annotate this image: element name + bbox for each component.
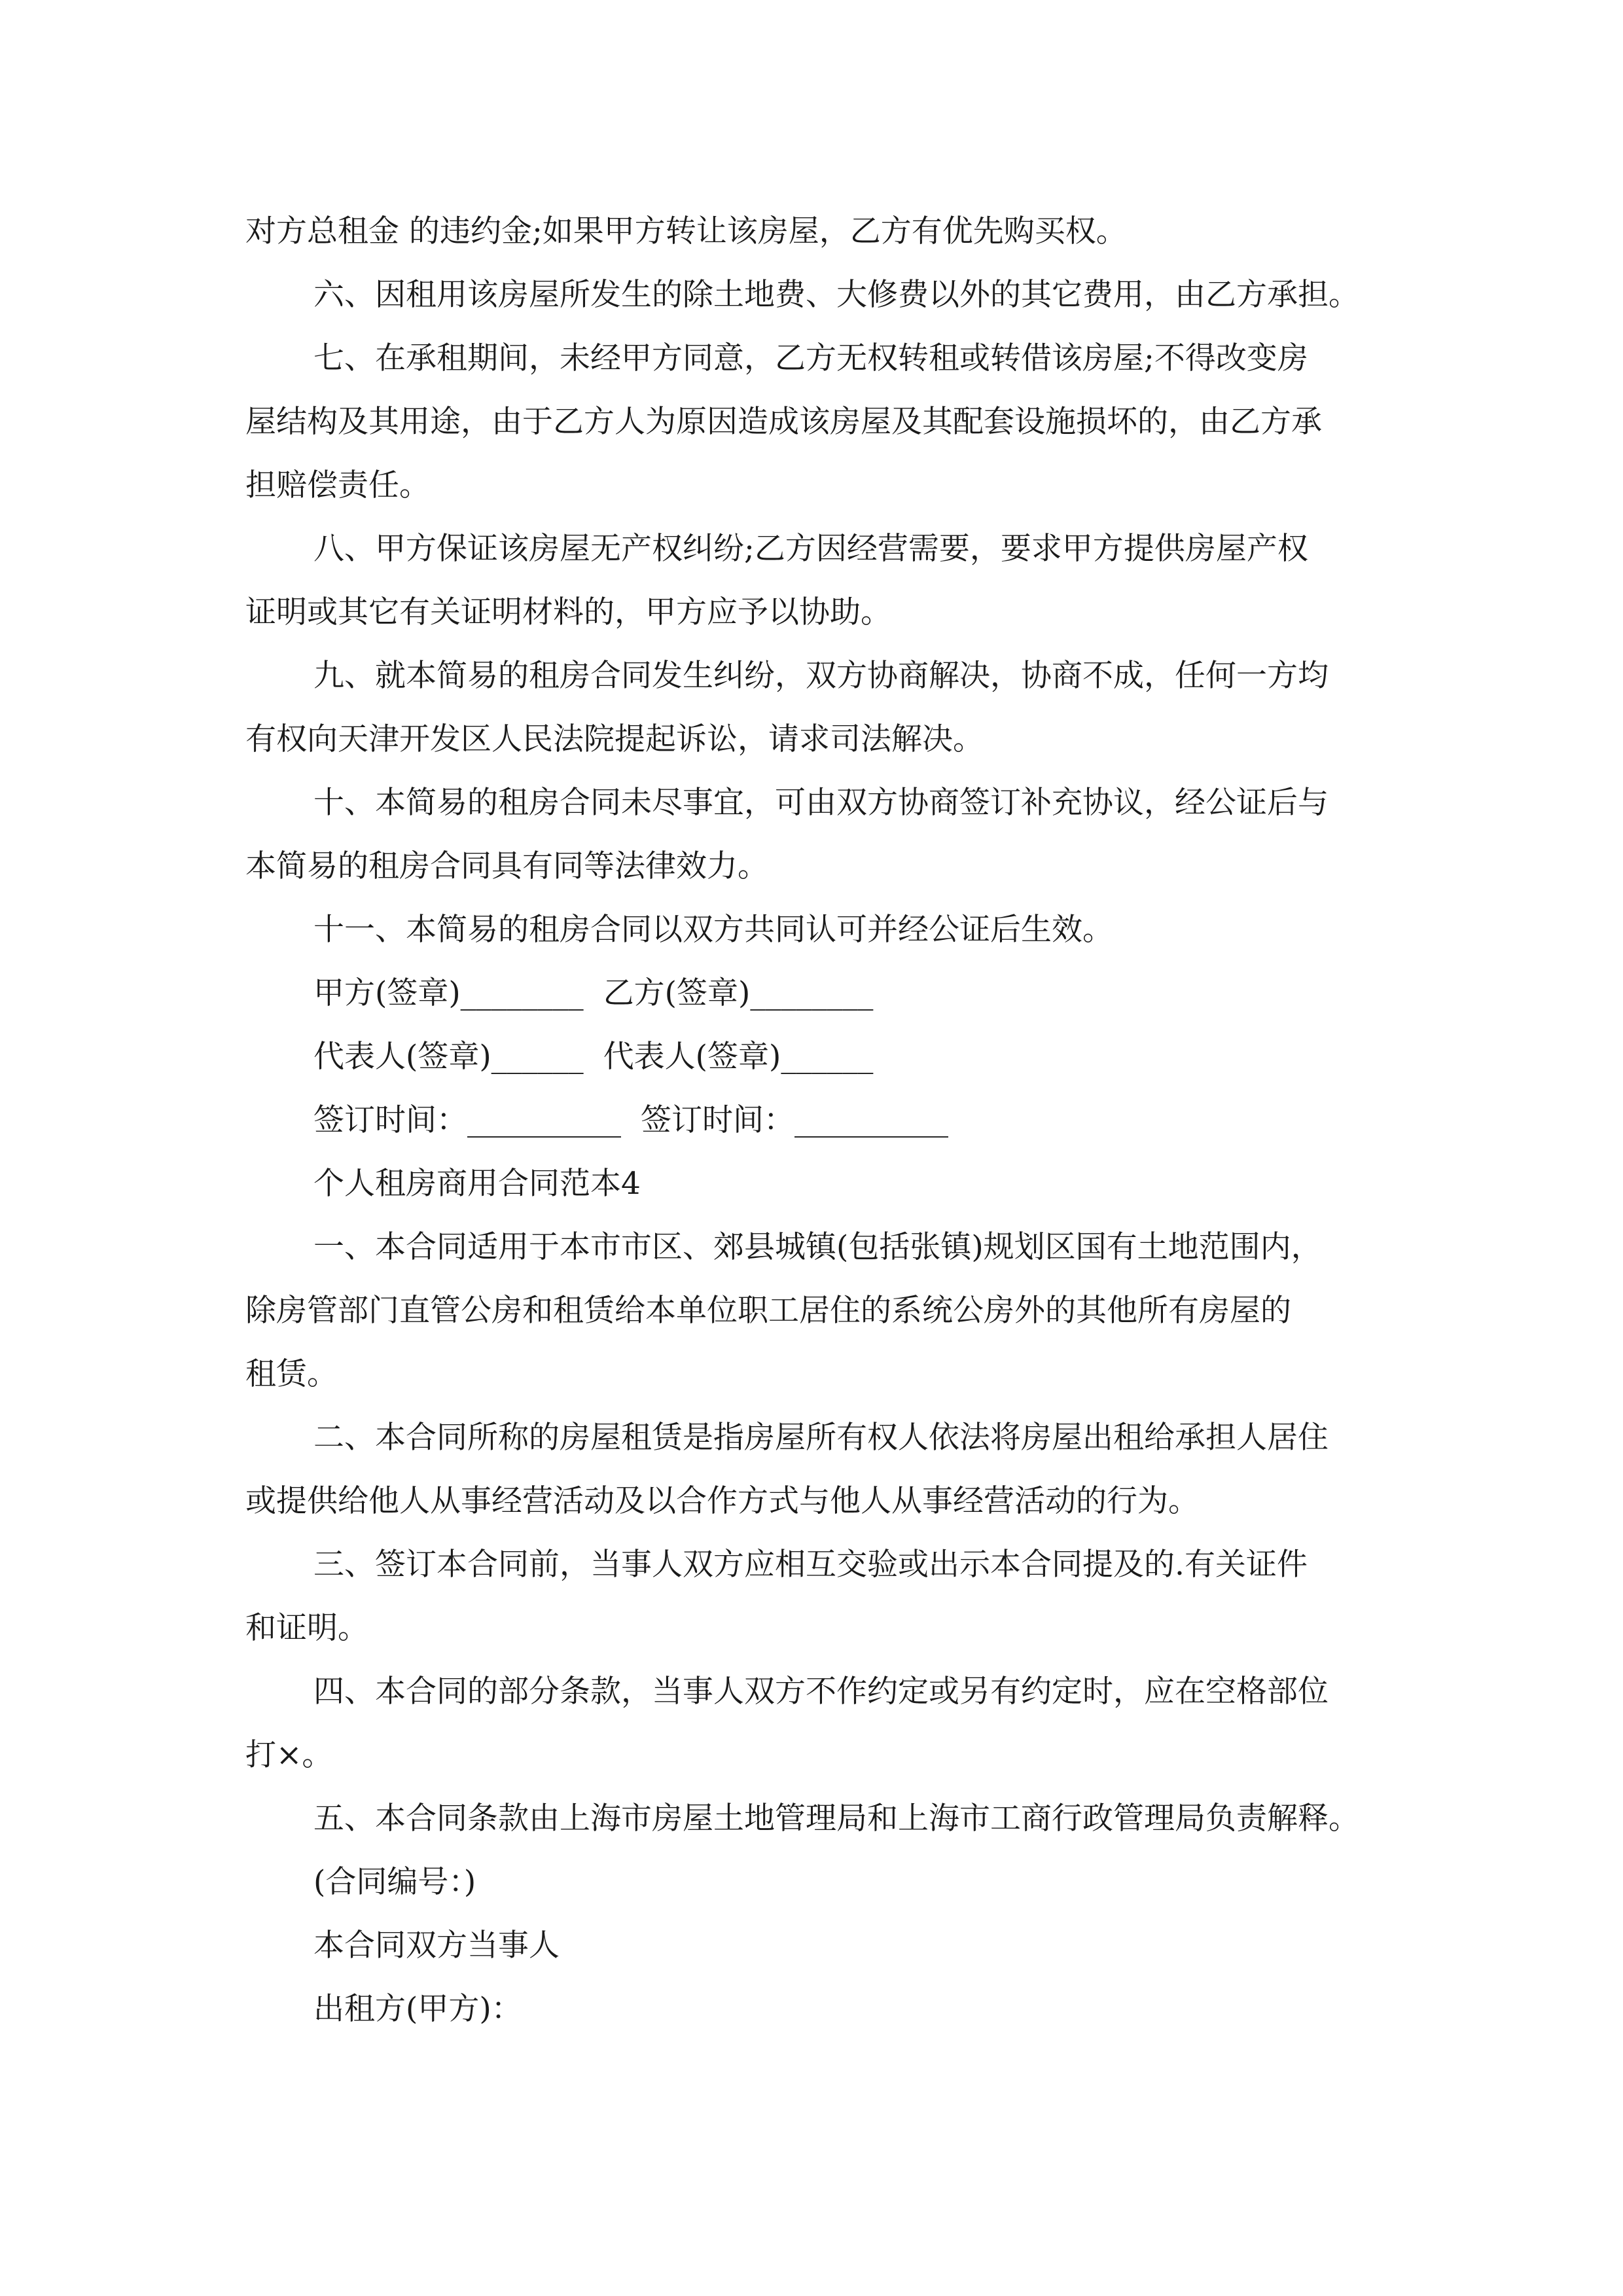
paragraph-line: 打×。 (245, 1737, 333, 1773)
paragraph-line: 三、签订本合同前，当事人双方应相互交验或出示本合同提及的.有关证件 (313, 1547, 1308, 1583)
signature-party-b: 乙方(签章)________ (603, 975, 874, 1011)
lessor-line: 出租方(甲方)： (313, 1991, 522, 2027)
signature-row-date (245, 1088, 1410, 1152)
signature-representative-a: 代表人(签章)______ (313, 1039, 584, 1075)
section-title: 个人租房商用合同范本4 (313, 1166, 641, 1202)
paragraph-line: 本合同双方当事人 (313, 1928, 560, 1964)
paragraph-line: 证明或其它有关证明材料的，甲方应予以协助。 (245, 594, 891, 630)
signature-date-a: 签订时间：__________ (313, 1102, 621, 1138)
document-body (245, 200, 1410, 2041)
paragraph-line: 租赁。 (245, 1356, 338, 1392)
paragraph-line: 有权向天津开发区人民法院提起诉讼，请求司法解决。 (245, 721, 984, 757)
paragraph-line: 屋结构及其用途，由于乙方人为原因造成该房屋及其配套设施损坏的，由乙方承 (245, 404, 1322, 440)
paragraph-line: 五、本合同条款由上海市房屋土地管理局和上海市工商行政管理局负责解释。 (313, 1801, 1359, 1837)
paragraph-line: 和证明。 (245, 1610, 368, 1646)
signature-date-b: 签订时间：__________ (641, 1102, 948, 1138)
paragraph-line: 本简易的租房合同具有同等法律效力。 (245, 848, 768, 884)
paragraph-line: 十、本简易的租房合同未尽事宜，可由双方协商签订补充协议，经公证后与 (313, 785, 1329, 821)
contract-number-line: (合同编号：) (313, 1864, 476, 1900)
signature-party-a: 甲方(签章)________ (313, 975, 584, 1011)
paragraph-line: 对方总租金 的违约金;如果甲方转让该房屋，乙方有优先购买权。 (245, 213, 1127, 249)
paragraph-line: 十一、本简易的租房合同以双方共同认可并经公证后生效。 (313, 912, 1113, 948)
paragraph-line: 或提供给他人从事经营活动及以合作方式与他人从事经营活动的行为。 (245, 1483, 1199, 1519)
paragraph-line: 七、在承租期间，未经甲方同意，乙方无权转租或转借该房屋;不得改变房 (313, 340, 1308, 376)
paragraph-line: 除房管部门直管公房和租赁给本单位职工居住的系统公房外的其他所有房屋的 (245, 1293, 1291, 1329)
signature-row-party (245, 961, 1410, 1025)
paragraph-line: 六、因租用该房屋所发生的除土地费、大修费以外的其它费用，由乙方承担。 (313, 277, 1359, 313)
paragraph-line: 二、本合同所称的房屋租赁是指房屋所有权人依法将房屋出租给承担人居住 (313, 1420, 1329, 1456)
paragraph-line: 一、本合同适用于本市市区、郊县城镇(包括张镇)规划区国有土地范围内， (313, 1229, 1322, 1265)
signature-row-representative (245, 1025, 1410, 1088)
signature-representative-b: 代表人(签章)______ (603, 1039, 874, 1075)
paragraph-line: 担赔偿责任。 (245, 467, 430, 503)
paragraph-line: 八、甲方保证该房屋无产权纠纷;乙方因经营需要，要求甲方提供房屋产权 (313, 531, 1308, 567)
paragraph-line: 四、本合同的部分条款，当事人双方不作约定或另有约定时，应在空格部位 (313, 1674, 1329, 1710)
paragraph-line: 九、就本简易的租房合同发生纠纷，双方协商解决，协商不成，任何一方均 (313, 658, 1329, 694)
